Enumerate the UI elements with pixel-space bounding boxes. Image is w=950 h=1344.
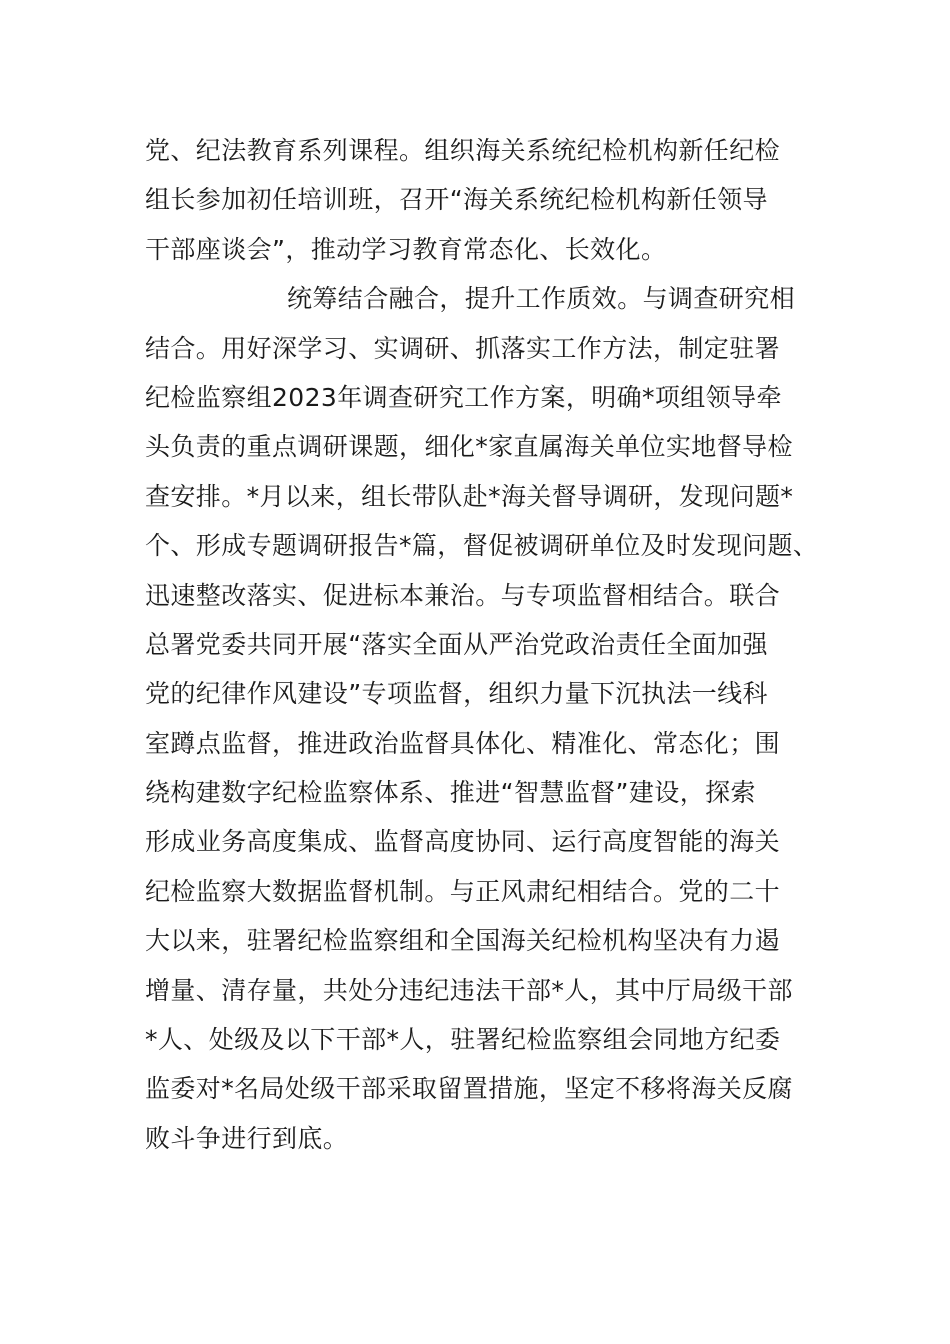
text-line: 党的纪律作风建设”专项监督，组织力量下沉执法一线科	[145, 679, 768, 709]
text-line: 绕构建数字纪检监察体系、推进“智慧监督”建设，探索	[145, 778, 756, 808]
text-line: 组长参加初任培训班，召开“海关系统纪检机构新任领导	[145, 185, 768, 215]
text-line: 增量、清存量，共处分违纪违法干部*人，其中厅局级干部	[145, 975, 793, 1005]
text-line: 监委对*名局处级干部采取留置措施，坚定不移将海关反腐	[145, 1074, 793, 1104]
text-line: *人、处级及以下干部*人，驻署纪检监察组会同地方纪委	[145, 1025, 781, 1055]
text-line: 纪检监察大数据监督机制。与正风肃纪相结合。党的二十	[145, 876, 781, 906]
text-line: 室蹲点监督，推进政治监督具体化、精准化、常态化；围	[145, 728, 781, 758]
text-line: 结合。用好深学习、实调研、抓落实工作方法，制定驻署	[145, 333, 781, 363]
text-line: 纪检监察组2023年调查研究工作方案，明确*项组领导牵	[145, 382, 782, 412]
text-line: 头负责的重点调研课题，细化*家直属海关单位实地督导检	[145, 432, 793, 462]
text-line: 总署党委共同开展“落实全面从严治党政治责任全面加强	[145, 629, 768, 659]
text-line: 干部座谈会”，推动学习教育常态化、长效化。	[145, 234, 667, 264]
paragraph-heading-line: 统筹结合融合，提升工作质效。与调查研究相	[287, 284, 796, 314]
text-line: 大以来，驻署纪检监察组和全国海关纪检机构坚决有力遏	[145, 926, 781, 956]
text-line: 败斗争进行到底。	[145, 1123, 349, 1153]
text-line: 党、纪法教育系列课程。组织海关系统纪检机构新任纪检	[145, 136, 781, 165]
body-text	[145, 126, 845, 1163]
text-line: 迅速整改落实、促进标本兼治。与专项监督相结合。联合	[145, 580, 781, 610]
text-line: 查安排。*月以来，组长带队赴*海关督导调研，发现问题*	[145, 481, 794, 511]
text-line: 个、形成专题调研报告*篇，督促被调研单位及时发现问题、	[145, 531, 819, 561]
text-line: 形成业务高度集成、监督高度协同、运行高度智能的海关	[145, 827, 781, 857]
